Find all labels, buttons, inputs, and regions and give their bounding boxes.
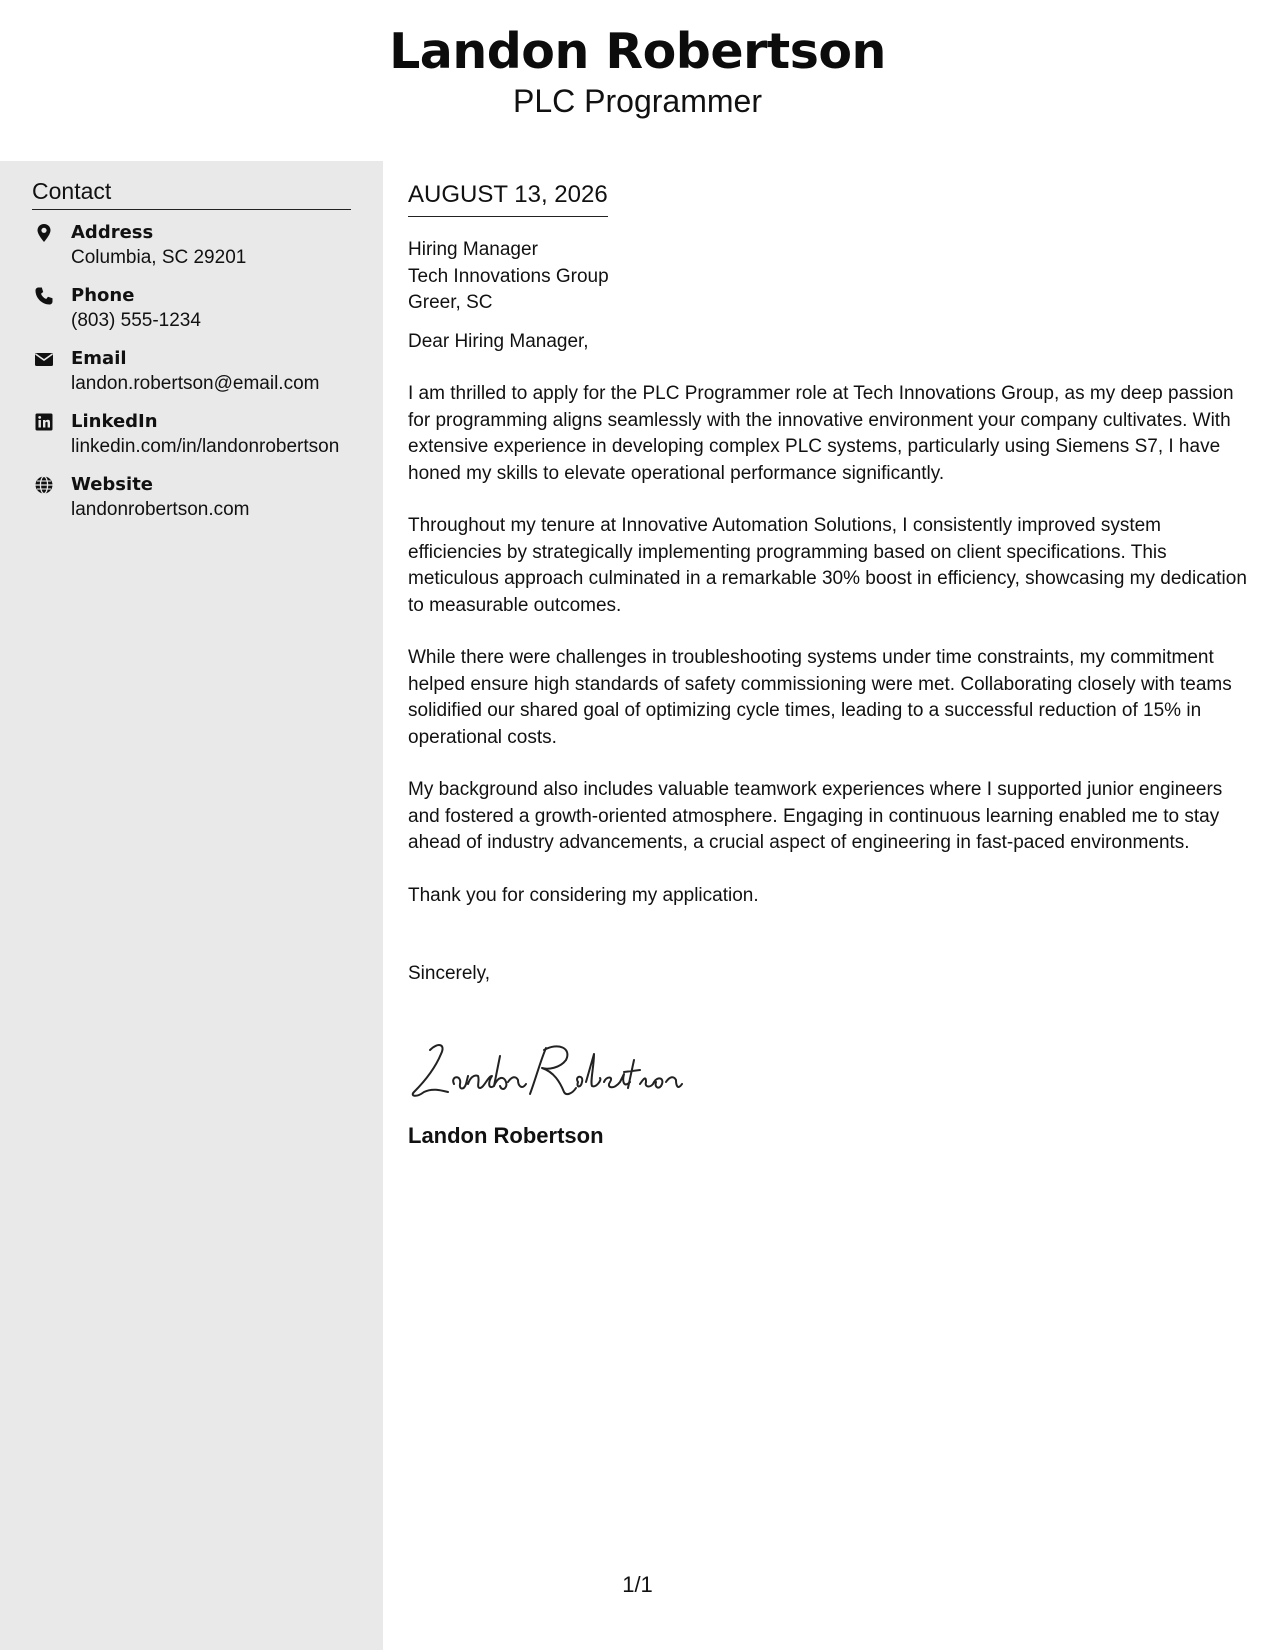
paragraph: I am thrilled to apply for the PLC Programmer role at Tech Innovations Group, as my deep passion for programming aligns seamlessly with the innovative environment your company cultivates. With extensive experience in developing complex PLC systems, particularly using Siemens S7, I have honed my skills to elevate operational performance significantly. [408, 383, 1234, 484]
recipient-line: Hiring Manager [408, 239, 538, 260]
paragraph: While there were challenges in troubleshooting systems under time constraints, my commitment helped ensure high standards of safety commissioning were met. Collaborating closely with teams solidified our shared goal of optimizing cycle times, leading to a successful reduction of 15% in operational costs. [408, 647, 1232, 748]
letter-date: AUGUST 13, 2026 [408, 179, 608, 217]
closing: Sincerely, [408, 963, 491, 984]
phone-label: Phone [71, 285, 135, 306]
globe-icon [34, 475, 54, 495]
envelope-icon [34, 349, 54, 369]
handwritten-signature [408, 1036, 683, 1106]
paragraph: Throughout my tenure at Innovative Automation Solutions, I consistently improved system efficiencies by strategically implementing programming based on client specifications. This meticulous approach culminated in a remarkable 30% boost in efficiency, showcasing my dedication to measurable outcomes. [408, 515, 1247, 616]
header [0, 0, 1275, 161]
contact-sidebar [0, 161, 383, 1650]
contact-heading: Contact [32, 175, 351, 210]
phone-value: (803) 555-1234 [71, 310, 201, 331]
signed-name: Landon Robertson [408, 1123, 604, 1148]
map-pin-icon [34, 223, 54, 243]
phone-icon [34, 286, 54, 306]
address-value: Columbia, SC 29201 [71, 247, 247, 268]
linkedin-value: linkedin.com/in/landonrobertson [71, 436, 340, 457]
email-label: Email [71, 348, 127, 369]
thank-you-line: Thank you for considering my application. [408, 885, 759, 906]
website-label: Website [71, 474, 154, 495]
paragraph: My background also includes valuable teamwork experiences where I supported junior engineers and fostered a growth-oriented atmosphere. Engaging in continuous learning enabled me to stay ahead of industry advancements, a crucial aspect of engineering in fast-paced environments. [408, 779, 1223, 853]
recipient-line: Tech Innovations Group [408, 265, 609, 287]
address-label: Address [71, 222, 154, 243]
website-value: landonrobertson.com [71, 499, 250, 520]
job-title: PLC Programmer [513, 83, 762, 119]
applicant-name: Landon Robertson [389, 23, 886, 80]
salutation: Dear Hiring Manager, [408, 331, 589, 352]
linkedin-label: LinkedIn [71, 411, 158, 432]
linkedin-icon [34, 412, 54, 432]
recipient-block [408, 237, 609, 317]
email-value: landon.robertson@email.com [71, 373, 320, 394]
page-number: 1/1 [622, 1572, 653, 1597]
recipient-line: Greer, SC [408, 292, 493, 313]
